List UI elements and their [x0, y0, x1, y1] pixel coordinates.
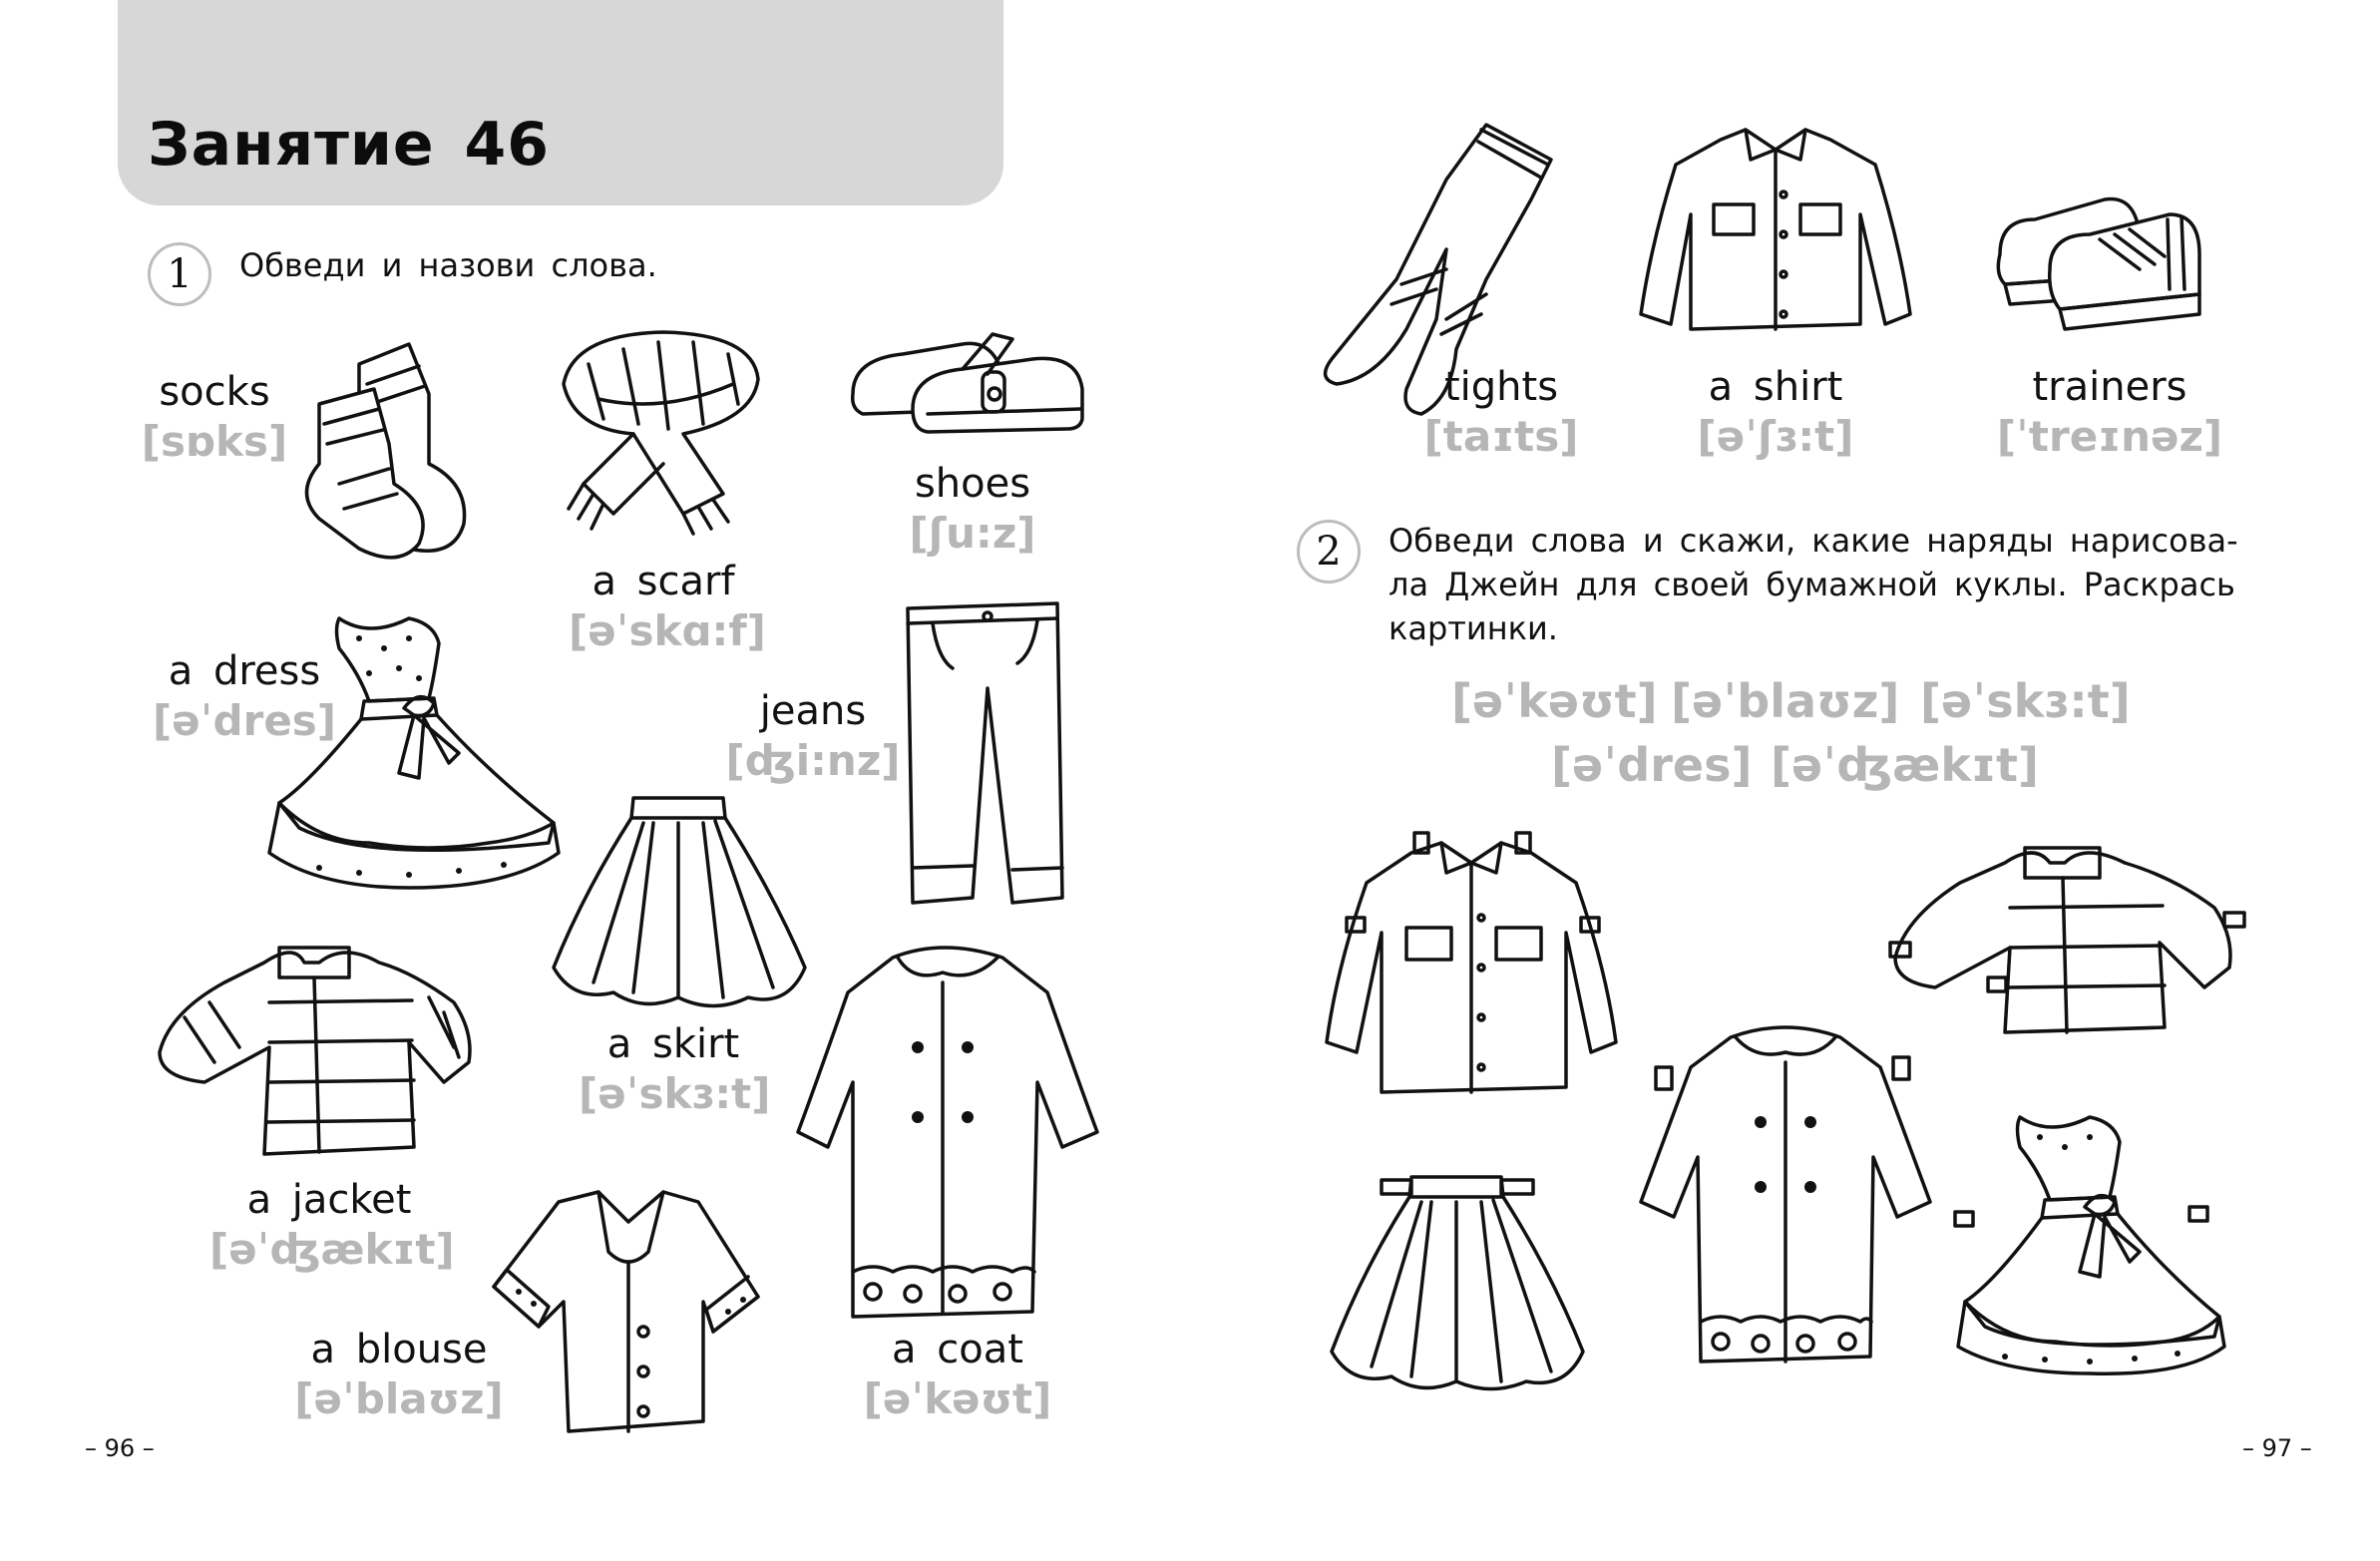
- word-shirt: a shirt: [1708, 364, 1843, 410]
- blouse-icon: [489, 1182, 768, 1436]
- coat-icon: [793, 943, 1102, 1322]
- transcription-jeans: [ʤi:nz]: [725, 736, 901, 785]
- paper-doll-skirt-icon: [1322, 1172, 1591, 1396]
- word-dress: a dress: [168, 648, 321, 694]
- shoes-icon: [843, 314, 1092, 434]
- dress-icon: [259, 603, 559, 893]
- transcription-shoes: [ʃu:z]: [909, 509, 1036, 558]
- word-jacket: a jacket: [246, 1177, 412, 1223]
- word-shoes: shoes: [914, 461, 1031, 507]
- jacket-icon: [155, 933, 484, 1162]
- paper-doll-coat-icon: [1636, 1022, 1935, 1366]
- task-2-transcription-dress: [əˈdres]: [1551, 738, 1753, 792]
- word-blouse: a blouse: [310, 1327, 488, 1372]
- task-1-instruction: Обведи и назови слова.: [239, 246, 657, 284]
- task-2-transcription-jacket: [əˈʤækɪt]: [1771, 738, 2040, 792]
- paper-doll-jacket-icon: [1885, 838, 2254, 1037]
- trainers-icon: [1990, 195, 2204, 334]
- transcription-jacket: [əˈʤækɪt]: [209, 1225, 455, 1274]
- task-2-number: 2: [1297, 520, 1361, 584]
- page-number-left: – 96 –: [85, 1434, 155, 1462]
- word-trainers: trainers: [2032, 364, 2187, 410]
- jeans-icon: [893, 598, 1082, 918]
- transcription-socks: [sɒks]: [141, 417, 288, 466]
- socks-icon: [279, 334, 479, 564]
- transcription-dress: [əˈdres]: [153, 696, 336, 745]
- transcription-trainers: [ˈtreɪnəz]: [1996, 412, 2223, 461]
- word-skirt: a skirt: [606, 1021, 740, 1067]
- shirt-icon: [1636, 125, 1915, 334]
- page-number-right: – 97 –: [2242, 1434, 2312, 1462]
- task-2-instruction-line-2: ла Джейн для своей бумажной куклы. Раскрась: [1388, 566, 2235, 603]
- task-2-transcription-blouse: [əˈblaʊz]: [1671, 674, 1900, 728]
- task-2-transcription-skirt: [əˈskɜ:t]: [1920, 674, 2131, 728]
- scarf-icon: [544, 324, 793, 544]
- word-socks: socks: [159, 369, 270, 415]
- word-tights: tights: [1443, 364, 1559, 410]
- lesson-title: Занятие 46: [148, 110, 550, 180]
- transcription-skirt: [əˈskɜ:t]: [579, 1069, 771, 1118]
- paper-doll-shirt-icon: [1317, 828, 1626, 1097]
- task-2-instruction-line-1: Обведи слова и скажи, какие наряды нарисова-: [1388, 522, 2238, 560]
- word-scarf: a scarf: [592, 559, 735, 604]
- transcription-shirt: [əˈʃɜ:t]: [1697, 412, 1854, 461]
- paper-doll-dress-icon: [1950, 1102, 2229, 1376]
- word-jeans: jeans: [759, 688, 867, 734]
- task-1-number: 1: [148, 242, 211, 306]
- transcription-tights: [taɪts]: [1423, 412, 1579, 461]
- transcription-coat: [əˈkəʊt]: [863, 1374, 1052, 1423]
- task-2-instruction-line-3: картинки.: [1388, 609, 1558, 647]
- skirt-icon: [544, 793, 813, 1012]
- task-2-transcription-coat: [əˈkəʊt]: [1451, 674, 1658, 728]
- transcription-scarf: [əˈskɑ:f]: [569, 606, 766, 655]
- word-coat: a coat: [892, 1327, 1023, 1372]
- transcription-blouse: [əˈblaʊz]: [294, 1374, 504, 1423]
